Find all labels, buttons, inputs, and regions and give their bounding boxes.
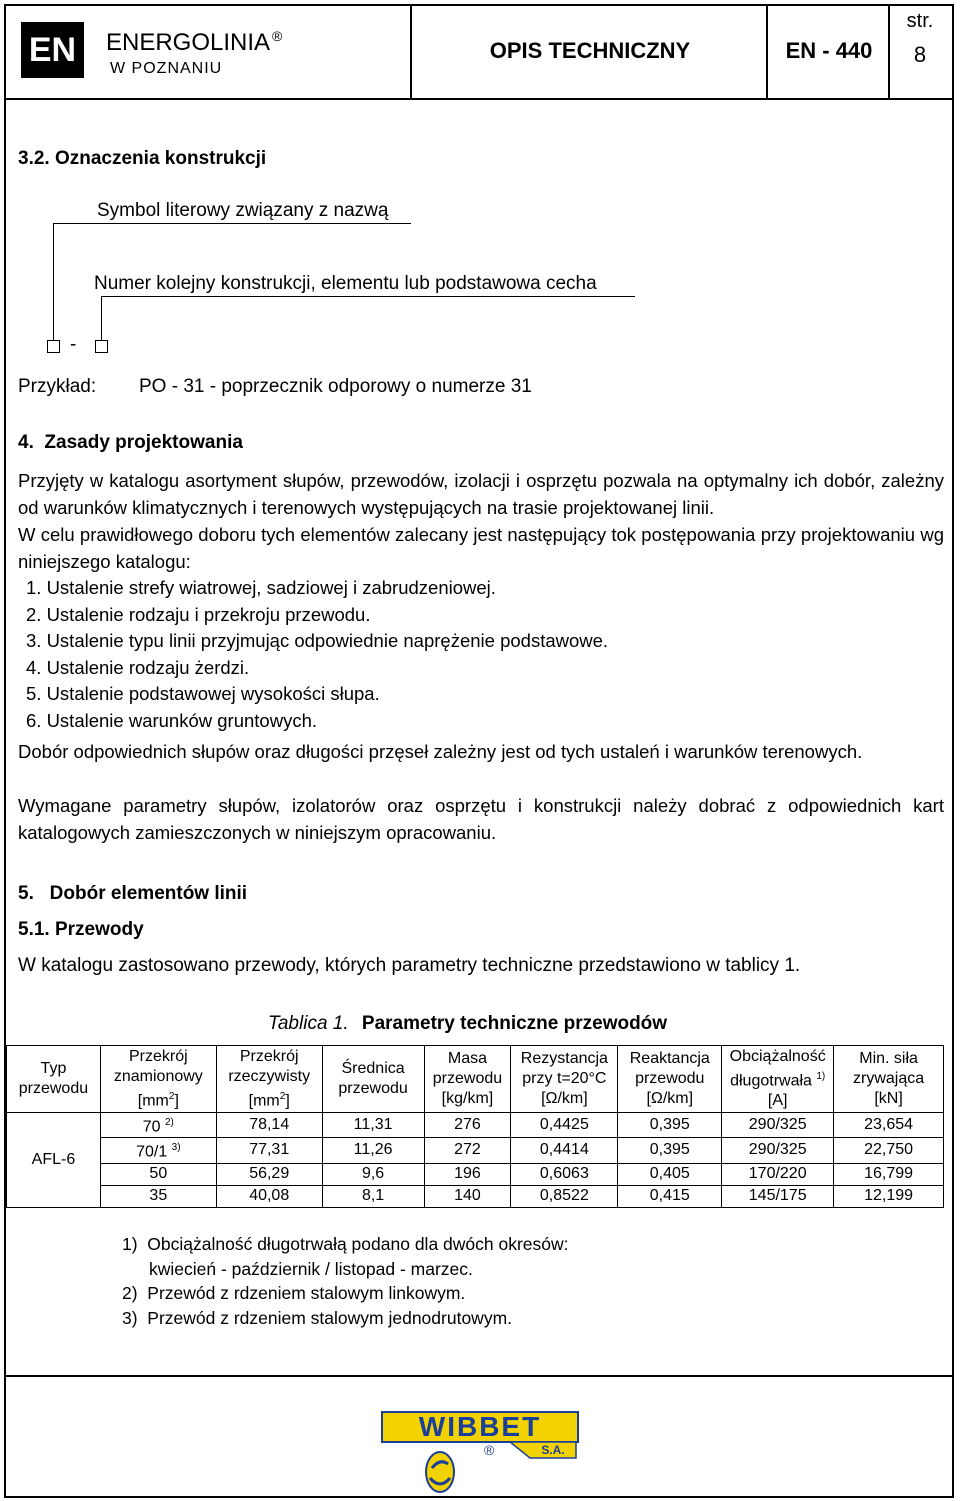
footnote-2: 2) Przewód z rdzeniem stalowym linkowym. [122,1283,466,1303]
step-5: 5. Ustalenie podstawowej wysokości słupa. [26,683,380,704]
wibbet-logo [380,1398,580,1494]
real-cell: 40,08 [216,1185,322,1207]
doc-code: EN - 440 [785,38,873,63]
steps-list [26,575,608,734]
wibbet-suffix: S.A. [541,1443,565,1457]
step-2: 2. Ustalenie rodzaju i przekroju przewodu. [26,603,371,625]
mass-cell: 196 [424,1163,511,1185]
step-4: 4. Ustalenie rodzaju żerdzi. [26,656,250,678]
symbol-box [47,340,60,353]
footnote-3: 3) Przewód z rdzeniem stalowym jednodrutowym. [122,1307,513,1328]
section-5-heading: 5. Dobór elementów linii [18,883,248,904]
header-mass: Masa przewodu [kg/km] [424,1046,511,1113]
step-3: 3. Ustalenie typu linii przyjmując odpowiednie naprężenie podstawowe. [26,630,609,651]
number-connector [101,296,102,340]
number-label: Numer kolejny konstrukcji, elementu lub podstawowa cecha [94,273,597,294]
header-page-cell [890,4,950,98]
en-logo: EN [21,22,84,78]
mass-cell: 272 [424,1138,511,1163]
step-6: 6. Ustalenie warunków gruntowych. [26,709,318,731]
header-ampacity: Obciążalność długotrwała $^{1)}$ [A] [722,1046,834,1113]
section-4-heading: 4. Zasady projektowania [18,432,243,453]
header-reactance: Reaktancja przewodu [Ω/km] [618,1046,722,1113]
header-real-cross-section: Przekrój rzeczywisty $[mm^2]$ [216,1046,322,1113]
page-label: str. [906,10,934,32]
section-5-intro: W katalogu zastosowano przewody, których parametry techniczne przedstawiono w tablicy 1. [18,955,801,976]
ampacity-cell: 170/220 [722,1163,834,1185]
example-label: Przykład: [18,376,97,397]
wibbet-brand: WIBBET [418,1411,542,1442]
paragraph-1: Przyjęty w katalogu asortyment słupów, przewodów, izolacji i osprzętu pozwala na optymalny ich dobór, zależny od warunków klimatycznych i terenowych występujących na trasie projektowanej linii. [18,470,944,518]
table-row [7,1185,944,1207]
type-cell: AFL-6 [7,1113,101,1208]
real-cell: 56,29 [216,1163,322,1185]
strength-cell: 22,750 [834,1138,944,1163]
step-1: 1. Ustalenie strefy wiatrowej, sadziowej i zabrudzeniowej. [26,577,496,598]
header-nominal-cross-section: Przekrój znamionowy $[mm^2]$ [100,1046,216,1113]
footnote-1: 1) Obciążalność długotrwałą podano dla dwóch okresów: [122,1234,569,1254]
symbol-underline [53,223,411,224]
header-type: Typ przewodu [7,1046,101,1113]
resistance-cell: 0,4414 [511,1138,618,1163]
resistance-cell: 0,6063 [511,1163,618,1185]
document-header [4,4,954,100]
header-code-cell [768,4,890,98]
diameter-cell: 11,26 [322,1138,424,1163]
symbol-label: Symbol literowy związany z nazwą [97,200,389,221]
real-cell: 77,31 [216,1138,322,1163]
page-number: 8 [913,42,927,67]
strength-cell: 12,199 [834,1185,944,1207]
ampacity-cell: 290/325 [722,1113,834,1138]
paragraph-4: Wymagane parametry słupów, izolatorów oraz osprzętu i konstrukcji należy dobrać z odpowiednich kart katalogowych zamieszczonych w niniejszym opracowaniu. [18,795,944,843]
nominal-cell: 35 [100,1185,216,1207]
diameter-cell: 8,1 [322,1185,424,1207]
mass-cell: 276 [424,1113,511,1138]
strength-cell: 23,654 [834,1113,944,1138]
ampacity-cell: 290/325 [722,1138,834,1163]
example-text: PO - 31 - poprzecznik odporowy o numerze 31 [139,376,532,397]
reactance-cell: 0,395 [618,1113,722,1138]
reactance-cell: 0,405 [618,1163,722,1185]
paragraph-2: W celu prawidłowego doboru tych elementów zalecany jest następujący tok postępowania przy projektowaniu wg niniejszego katalogu: [18,524,944,572]
diameter-cell: 11,31 [322,1113,424,1138]
nominal-cell: 70/1 $^{3)}$ [100,1138,216,1163]
nominal-cell: 70 $^{2)}$ [100,1113,216,1138]
resistance-cell: 0,4425 [511,1113,618,1138]
nominal-cell: 50 [100,1163,216,1185]
table-row [7,1163,944,1185]
table-row [7,1113,944,1138]
wibbet-registered-mark: ® [484,1442,495,1458]
strength-cell: 16,799 [834,1163,944,1185]
header-diameter: Średnica przewodu [322,1046,424,1113]
header-breaking-strength: Min. siła zrywająca [kN] [834,1046,944,1113]
company-city: W POZNANIU [110,60,223,77]
symbol-connector [53,223,54,340]
table-caption: Tablica 1. Parametry techniczne przewodów [268,1013,668,1034]
resistance-cell: 0,8522 [511,1185,618,1207]
footnote-1-continued: kwiecień - październik / listopad - marzec. [149,1258,473,1279]
doc-title: OPIS TECHNICZNY [489,38,691,63]
dash: - [70,334,77,355]
reactance-cell: 0,415 [618,1185,722,1207]
number-box [95,340,108,353]
mass-cell: 140 [424,1185,511,1207]
diameter-cell: 9,6 [322,1163,424,1185]
header-resistance: Rezystancja przy t=20°C [Ω/km] [511,1046,618,1113]
company-name: ENERGOLINIA ® [106,28,283,56]
reactance-cell: 0,395 [618,1138,722,1163]
footer-separator [4,1375,954,1377]
ampacity-cell: 145/175 [722,1185,834,1207]
conductor-parameters-table [6,1045,944,1208]
real-cell: 78,14 [216,1113,322,1138]
table-header-row [7,1046,944,1113]
header-brand-cell [4,4,412,98]
table-row [7,1138,944,1163]
footnotes [122,1232,569,1330]
paragraph-3: Dobór odpowiednich słupów oraz długości przęseł zależny jest od tych ustaleń i warunków terenowych. [18,741,863,762]
number-underline [101,296,635,297]
section-5-1-heading: 5.1. Przewody [18,919,144,940]
section-3-2-heading: 3.2. Oznaczenia konstrukcji [18,148,267,169]
header-title-cell [412,4,768,98]
